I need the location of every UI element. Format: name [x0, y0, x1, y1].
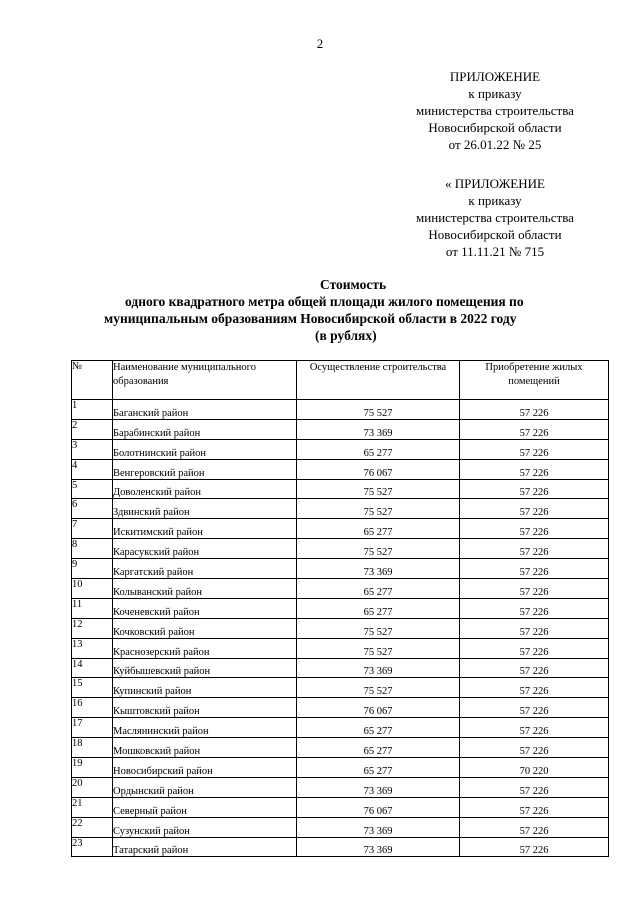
row-number: 22 [72, 817, 113, 837]
construction-cost: 73 369 [297, 419, 460, 439]
construction-cost: 73 369 [297, 817, 460, 837]
construction-cost: 75 527 [297, 618, 460, 638]
page-number: 2 [316, 36, 324, 51]
table-row [72, 400, 609, 420]
title-units: (в рублях) [315, 328, 377, 343]
construction-cost: 73 369 [297, 837, 460, 857]
construction-cost: 65 277 [297, 439, 460, 459]
table-row [72, 519, 609, 539]
purchase-cost: 57 226 [460, 678, 609, 698]
row-number: 3 [72, 439, 113, 459]
table-row [72, 579, 609, 599]
construction-cost: 75 527 [297, 539, 460, 559]
row-number: 14 [72, 658, 113, 678]
municipality-name: Кочковский район [113, 618, 297, 638]
header-construction: Осуществление строительства [297, 361, 460, 400]
table-body [72, 400, 609, 857]
construction-cost: 76 067 [297, 797, 460, 817]
table-row [72, 817, 609, 837]
purchase-cost: 57 226 [460, 738, 609, 758]
municipality-name: Здвинский район [113, 499, 297, 519]
purchase-cost: 57 226 [460, 419, 609, 439]
table-row [72, 638, 609, 658]
appendix-title: ПРИЛОЖЕНИЕ [449, 69, 541, 84]
row-number: 9 [72, 559, 113, 579]
row-number: 12 [72, 618, 113, 638]
municipality-name: Краснозерский район [113, 638, 297, 658]
row-number: 20 [72, 777, 113, 797]
appendix-line: министерства строительства [416, 103, 574, 118]
row-number: 21 [72, 797, 113, 817]
purchase-cost: 57 226 [460, 618, 609, 638]
municipality-name: Сузунский район [113, 817, 297, 837]
purchase-cost: 57 226 [460, 479, 609, 499]
purchase-cost: 57 226 [460, 718, 609, 738]
municipality-name: Мошковский район [113, 738, 297, 758]
construction-cost: 76 067 [297, 698, 460, 718]
row-number: 2 [72, 419, 113, 439]
row-number: 23 [72, 837, 113, 857]
appendix-line: Новосибирской области [428, 227, 562, 242]
municipality-name: Ордынский район [113, 777, 297, 797]
title-line: одного квадратного метра общей площади жилого помещения по [125, 294, 524, 309]
purchase-cost: 57 226 [460, 579, 609, 599]
cost-table [71, 360, 609, 857]
municipality-name: Северный район [113, 797, 297, 817]
construction-cost: 65 277 [297, 758, 460, 778]
purchase-cost: 57 226 [460, 499, 609, 519]
purchase-cost: 57 226 [460, 519, 609, 539]
construction-cost: 75 527 [297, 638, 460, 658]
construction-cost: 76 067 [297, 459, 460, 479]
appendix-line: Новосибирской области [428, 120, 562, 135]
municipality-name: Маслянинский район [113, 718, 297, 738]
purchase-cost: 57 226 [460, 777, 609, 797]
construction-cost: 73 369 [297, 658, 460, 678]
municipality-name: Каргатский район [113, 559, 297, 579]
purchase-cost: 57 226 [460, 698, 609, 718]
purchase-cost: 70 220 [460, 758, 609, 778]
purchase-cost: 57 226 [460, 638, 609, 658]
table-row [72, 837, 609, 857]
construction-cost: 65 277 [297, 579, 460, 599]
municipality-name: Венгеровский район [113, 459, 297, 479]
table-row [72, 618, 609, 638]
construction-cost: 65 277 [297, 718, 460, 738]
appendix-date-number: от 26.01.22 № 25 [448, 137, 542, 152]
municipality-name: Доволенский район [113, 479, 297, 499]
purchase-cost: 57 226 [460, 459, 609, 479]
purchase-cost: 57 226 [460, 559, 609, 579]
row-number: 13 [72, 638, 113, 658]
row-number: 17 [72, 718, 113, 738]
appendix-title: « ПРИЛОЖЕНИЕ [445, 176, 545, 191]
municipality-name: Новосибирский район [113, 758, 297, 778]
purchase-cost: 57 226 [460, 598, 609, 618]
purchase-cost: 57 226 [460, 797, 609, 817]
construction-cost: 65 277 [297, 519, 460, 539]
row-number: 8 [72, 539, 113, 559]
purchase-cost: 57 226 [460, 400, 609, 420]
construction-cost: 75 527 [297, 400, 460, 420]
purchase-cost: 57 226 [460, 817, 609, 837]
purchase-cost: 57 226 [460, 539, 609, 559]
table-row [72, 678, 609, 698]
appendix-line: к приказу [468, 193, 522, 208]
municipality-name: Куйбышевский район [113, 658, 297, 678]
purchase-cost: 57 226 [460, 837, 609, 857]
municipality-name: Баганский район [113, 400, 297, 420]
municipality-name: Болотнинский район [113, 439, 297, 459]
table-row [72, 419, 609, 439]
table-row [72, 539, 609, 559]
construction-cost: 73 369 [297, 559, 460, 579]
row-number: 7 [72, 519, 113, 539]
municipality-name: Искитимский район [113, 519, 297, 539]
construction-cost: 75 527 [297, 479, 460, 499]
table-row [72, 758, 609, 778]
construction-cost: 75 527 [297, 678, 460, 698]
table-row [72, 777, 609, 797]
table-row [72, 598, 609, 618]
municipality-name: Карасукский район [113, 539, 297, 559]
row-number: 4 [72, 459, 113, 479]
header-number: № [72, 361, 113, 400]
municipality-name: Кыштовский район [113, 698, 297, 718]
title-line: муниципальным образованиям Новосибирской области в 2022 году [104, 311, 517, 326]
header-municipality: Наименование муниципального образования [113, 361, 297, 400]
table-header-row [72, 361, 609, 400]
table-row [72, 439, 609, 459]
row-number: 18 [72, 738, 113, 758]
row-number: 16 [72, 698, 113, 718]
municipality-name: Колыванский район [113, 579, 297, 599]
municipality-name: Коченевский район [113, 598, 297, 618]
table-row [72, 658, 609, 678]
row-number: 19 [72, 758, 113, 778]
row-number: 6 [72, 499, 113, 519]
municipality-name: Купинский район [113, 678, 297, 698]
construction-cost: 75 527 [297, 499, 460, 519]
row-number: 10 [72, 579, 113, 599]
table-row [72, 479, 609, 499]
purchase-cost: 57 226 [460, 439, 609, 459]
table-row [72, 718, 609, 738]
table-row [72, 698, 609, 718]
appendix-header-original [395, 175, 595, 260]
table-row [72, 797, 609, 817]
appendix-header-current [395, 68, 595, 153]
municipality-name: Барабинский район [113, 419, 297, 439]
table-row [72, 738, 609, 758]
table-row [72, 499, 609, 519]
row-number: 15 [72, 678, 113, 698]
purchase-cost: 57 226 [460, 658, 609, 678]
table-row [72, 559, 609, 579]
appendix-line: к приказу [468, 86, 522, 101]
document-title [60, 276, 640, 344]
table-row [72, 459, 609, 479]
appendix-date-number: от 11.11.21 № 715 [445, 244, 545, 259]
appendix-line: министерства строительства [416, 210, 574, 225]
row-number: 1 [72, 400, 113, 420]
header-purchase: Приобретение жилых помещений [460, 361, 609, 400]
row-number: 11 [72, 598, 113, 618]
municipality-name: Татарский район [113, 837, 297, 857]
row-number: 5 [72, 479, 113, 499]
construction-cost: 65 277 [297, 738, 460, 758]
title-line: Стоимость [320, 277, 387, 292]
construction-cost: 73 369 [297, 777, 460, 797]
construction-cost: 65 277 [297, 598, 460, 618]
